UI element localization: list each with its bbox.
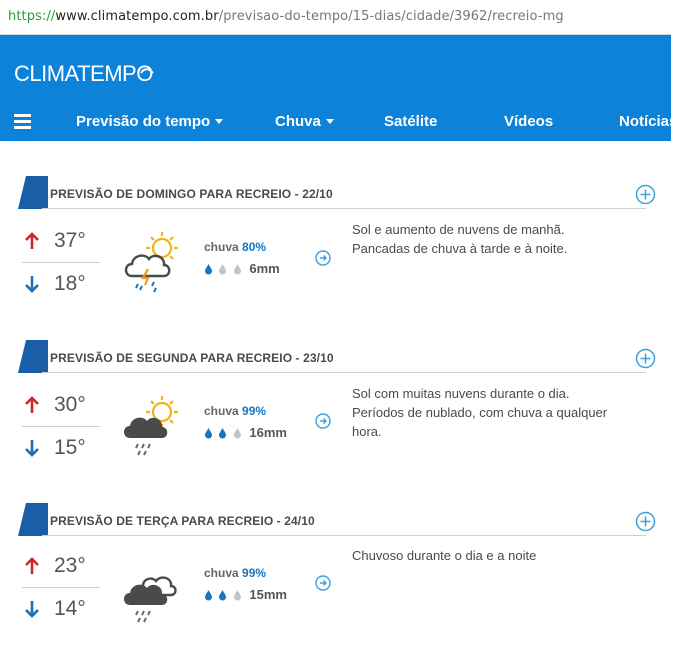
arrow-right-circle-icon[interactable]: [315, 250, 331, 266]
max-temperature-value: 23°: [54, 554, 86, 577]
sun-cloud-thunderstorm-icon: [118, 226, 190, 294]
divider: [42, 372, 646, 373]
dark-clouds-rain-icon: [118, 561, 190, 629]
min-temperature: [22, 590, 100, 628]
forecast-day-title: PREVISÃO DE DOMINGO PARA RECREIO - 22/10: [50, 187, 333, 201]
rain-percentage: 99%: [242, 404, 267, 418]
rain-label: chuva: [204, 404, 239, 418]
divider: [42, 535, 646, 536]
rain-label: chuva: [204, 240, 239, 254]
forecast-day: [0, 340, 671, 490]
url-scheme: https://: [8, 9, 56, 24]
rain-percentage: 80%: [242, 240, 267, 254]
nav-label: Notícias: [619, 113, 677, 130]
forecast-day-header: [18, 503, 656, 536]
section-flag-icon: [18, 176, 48, 209]
min-temperature-value: 18°: [54, 272, 86, 295]
drop-icon: [218, 263, 227, 275]
rain-probability: [204, 240, 280, 254]
sun-dark-cloud-rain-icon: [118, 392, 190, 460]
description-line: Sol e aumento de nuvens de manhã.: [352, 222, 565, 237]
climatempo-logo[interactable]: [14, 61, 153, 87]
rain-mm: 6mm: [249, 261, 280, 277]
forecast-day-title: PREVISÃO DE SEGUNDA PARA RECREIO - 23/10: [50, 351, 334, 365]
arrow-down-icon: [24, 600, 40, 618]
max-temperature-value: 37°: [54, 229, 86, 252]
rain-info: [204, 404, 287, 440]
nav-label: Vídeos: [504, 113, 554, 130]
expand-plus-icon[interactable]: [635, 511, 656, 532]
forecast-day-header: [18, 340, 656, 373]
nav-label: Satélite: [384, 113, 438, 130]
url-path: /previsao-do-tempo/15-dias/cidade/3962/recreio-mg: [218, 9, 564, 24]
drop-icon: [233, 589, 242, 601]
address-bar[interactable]: [0, 0, 671, 35]
hamburger-menu-icon[interactable]: [14, 114, 31, 130]
temperature-block: [22, 222, 100, 303]
divider: [22, 587, 100, 588]
description-line: Sol com muitas nuvens durante o dia.: [352, 386, 570, 401]
forecast-day-header: [18, 176, 656, 209]
section-flag-icon: [18, 503, 48, 536]
rain-percentage: 99%: [242, 566, 267, 580]
nav-chuva[interactable]: [275, 113, 334, 130]
rain-probability: [204, 404, 287, 418]
arrow-up-icon: [24, 396, 40, 414]
drop-icon: [204, 263, 213, 275]
description-line: Chuvoso durante o dia e a noite: [352, 548, 537, 563]
arrow-right-circle-icon[interactable]: [315, 413, 331, 429]
rain-volume: [204, 586, 287, 602]
rain-mm: 16mm: [249, 425, 287, 441]
forecast-day-title: PREVISÃO DE TERÇA PARA RECREIO - 24/10: [50, 514, 315, 528]
temperature-block: [22, 386, 100, 467]
min-temperature: [22, 429, 100, 467]
nav-previsao-do-tempo[interactable]: [76, 113, 223, 130]
divider: [22, 426, 100, 427]
forecast-day: [0, 176, 671, 326]
url-host: www.climatempo.com.br: [55, 9, 219, 24]
arrow-down-icon: [24, 439, 40, 457]
arrow-up-icon: [24, 557, 40, 575]
rain-probability: [204, 566, 287, 580]
expand-plus-icon[interactable]: [635, 184, 656, 205]
section-flag-icon: [18, 340, 48, 373]
min-temperature-value: 14°: [54, 597, 86, 620]
nav-label: Previsão do tempo: [76, 113, 211, 130]
drop-icon: [233, 427, 242, 439]
drop-icon: [218, 427, 227, 439]
drop-icon: [204, 427, 213, 439]
nav-noticias[interactable]: [619, 113, 677, 130]
nav-label: Chuva: [275, 113, 321, 130]
divider: [42, 208, 646, 209]
max-temperature: [22, 222, 100, 260]
rain-volume: [204, 260, 280, 276]
logo-text: CLIMATEMPO: [14, 61, 153, 86]
max-temperature: [22, 386, 100, 424]
forecast-description: [352, 546, 652, 565]
rain-label: chuva: [204, 566, 239, 580]
url-text[interactable]: [8, 9, 564, 24]
min-temperature: [22, 265, 100, 303]
nav-videos[interactable]: [504, 113, 553, 130]
rain-mm: 15mm: [249, 587, 287, 603]
arrow-right-circle-icon[interactable]: [315, 575, 331, 591]
chevron-down-icon: [326, 119, 334, 124]
description-line: hora.: [352, 424, 382, 439]
max-temperature-value: 30°: [54, 393, 86, 416]
min-temperature-value: 15°: [54, 436, 86, 459]
forecast-description: [352, 220, 652, 258]
divider: [22, 262, 100, 263]
site-header: [0, 35, 677, 141]
rain-volume: [204, 424, 287, 440]
drop-icon: [204, 589, 213, 601]
drop-icon: [233, 263, 242, 275]
forecast-description: [352, 384, 652, 441]
arrow-up-icon: [24, 232, 40, 250]
chevron-down-icon: [215, 119, 223, 124]
forecast-day: [0, 503, 671, 653]
drop-icon: [218, 589, 227, 601]
main-nav: [0, 111, 677, 141]
temperature-block: [22, 547, 100, 628]
nav-satelite[interactable]: [384, 113, 437, 130]
max-temperature: [22, 547, 100, 585]
logo-swoosh-icon: [140, 67, 154, 79]
description-line: Pancadas de chuva à tarde e à noite.: [352, 241, 568, 256]
rain-info: [204, 566, 287, 602]
rain-info: [204, 240, 280, 276]
expand-plus-icon[interactable]: [635, 348, 656, 369]
arrow-down-icon: [24, 275, 40, 293]
description-line: Períodos de nublado, com chuva a qualquer: [352, 405, 608, 420]
